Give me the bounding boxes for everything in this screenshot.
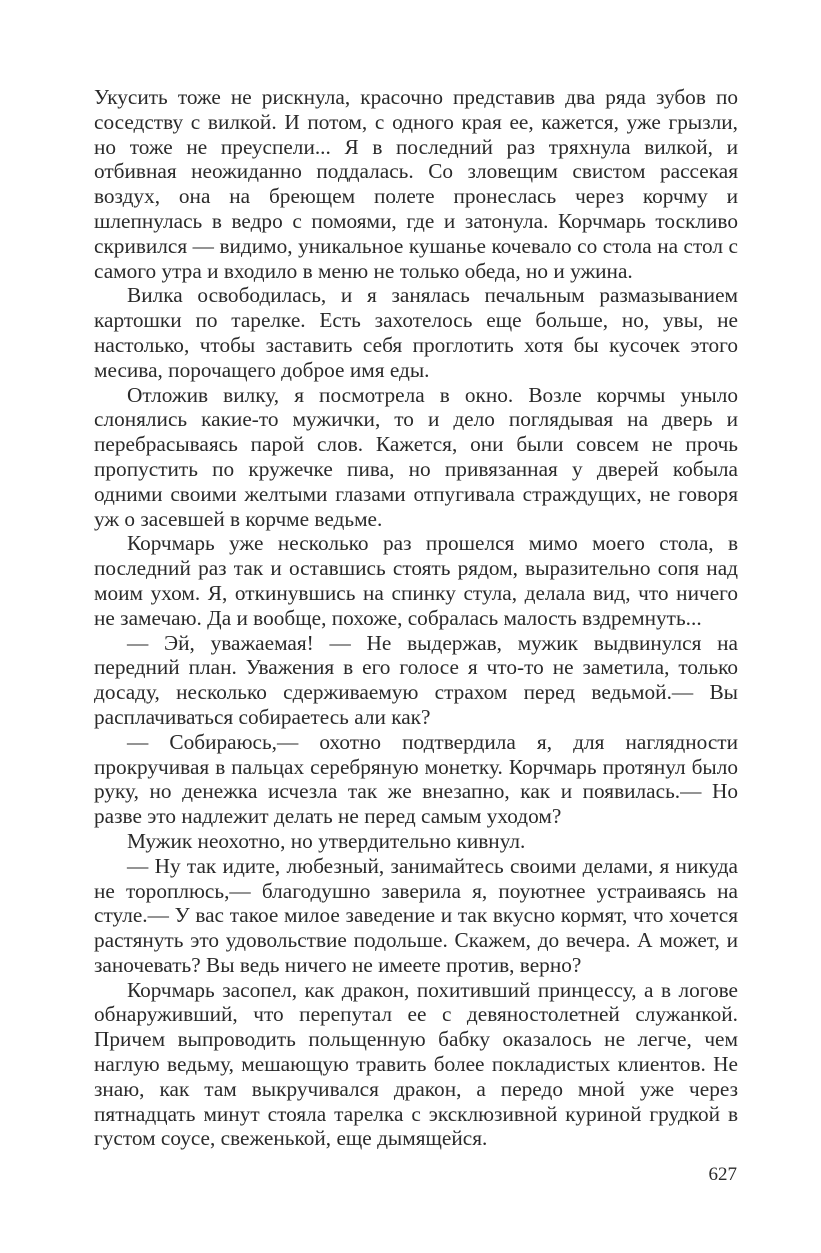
page-number: 627 [708, 1164, 737, 1185]
paragraph-2: Вилка освободилась, и я занялась печальным размазыванием картошки по тарелке. Есть захотелось еще больше, но, увы, не настолько, чтобы заставить себя проглотить хотя бы кусочек этого месива, порочащего доброе имя еды. [94, 283, 738, 382]
paragraph-8: — Ну так идите, любезный, занимайтесь своими делами, я никуда не тороплюсь,— благодушно заверила я, поуютнее устраиваясь на стуле.— У вас такое милое заведение и так вкусно кормят, что хочется растянуть это удовольствие подольше. Скажем, до вечера. А может, и заночевать? Вы ведь ничего не имеете против, верно? [94, 853, 738, 977]
paragraph-3: Отложив вилку, я посмотрела в окно. Возле корчмы уныло слонялись какие-то мужички, то и дело поглядывая на дверь и перебрасываясь парой слов. Кажется, они были совсем не прочь пропустить по кружечке пива, но привязанная у дверей кобыла одними своими желтыми глазами отпугивала страждущих, не говоря уж о засевшей в корчме ведьме. [94, 382, 738, 531]
paragraph-5: — Эй, уважаемая! — Не выдержав, мужик выдвинулся на передний план. Уважения в его голосе я что-то не заметила, только досаду, несколько сдерживаемую страхом перед ведьмой.— Вы расплачиваться собираетесь али как? [94, 630, 738, 729]
paragraph-4: Корчмарь уже несколько раз прошелся мимо моего стола, в последний раз так и оставшись стоять рядом, выразительно сопя над моим ухом. Я, откинувшись на спинку стула, делала вид, что ничего не замечаю. Да и вообще, похоже, собралась малость вздремнуть... [94, 531, 738, 630]
paragraph-6: — Собираюсь,— охотно подтвердила я, для наглядности прокручивая в пальцах серебряную монетку. Корчмарь протянул было руку, но денежка исчезла так же внезапно, как и появилась.— Но разве это надлежит делать не перед самым уходом? [94, 729, 738, 829]
paragraph-9: Корчмарь засопел, как дракон, похитивший принцессу, а в логове обнаруживший, что перепутал ее с девяностолетней служанкой. Причем выпроводить польщенную бабку оказалось не легче, чем наглую ведьму, мешающую травить более покладистых клиентов. Не знаю, как там выкручивался дракон, а передо мной уже через пятнадцать минут стояла тарелка с эксклюзивной куриной грудкой в густом соусе, свеженькой, еще дымящейся. [94, 977, 738, 1151]
paragraph-1: Укусить тоже не рискнула, красочно представив два ряда зубов по соседству с вилкой. И потом, с одного края ее, кажется, уже грызли, но тоже не преуспели... Я в последний раз тряхнула вилкой, и отбивная неожиданно поддалась. Со зловещим свистом рассекая воздух, она на бреющем полете пронеслась через корчму и шлепнулась в ведро с помоями, где и затонула. Корчмарь тоскливо скривился — видимо, уникальное кушанье кочевало со стола на стол с самого утра и входило в меню не только обеда, но и ужина. [94, 85, 738, 283]
paragraph-7: Мужик неохотно, но утвердительно кивнул. [127, 828, 526, 853]
body-text [94, 85, 738, 1151]
